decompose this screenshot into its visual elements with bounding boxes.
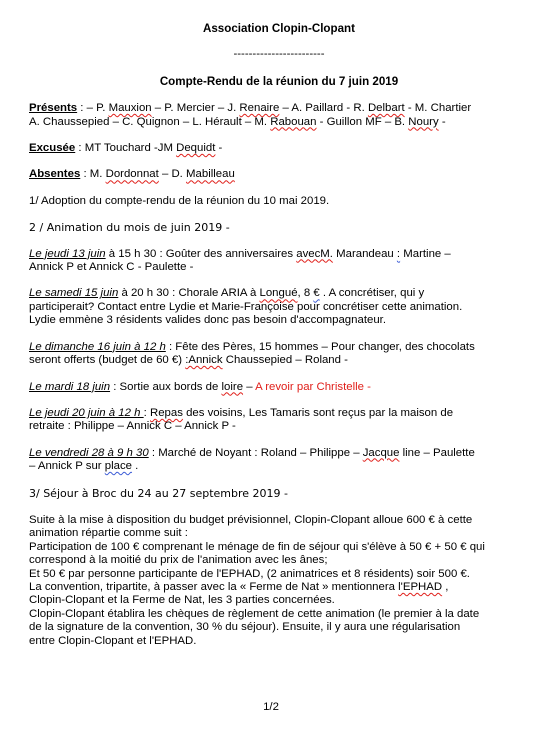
event-text: Annick P et Annick C - Paulette - <box>29 261 194 274</box>
presents-text: - M. Chartier <box>404 102 472 115</box>
event-text: retraite : Philippe – Annick C – Annick P - <box>29 420 236 433</box>
event-item <box>29 447 529 474</box>
sejour-line: Suite à la mise à disposition du budget prévisionnel, Clopin-Clopant alloue 600 € à cette <box>29 513 473 526</box>
sejour-line: Participation de 100 € comprenant le ménage de fin de séjour qui s'élève à 50 € + 50 € qui <box>29 540 485 553</box>
event-text: loire <box>221 380 244 393</box>
event-text: Jacque <box>362 446 400 459</box>
sejour-line: correspond à la moitié du prix de l'animation avec les ânes; <box>29 554 328 567</box>
event-text: :Annick <box>185 354 223 367</box>
name-mauxion: Mauxion <box>108 102 152 115</box>
sejour-text: La convention, tripartite, à passer avec la « Ferme de Nat » mentionnera <box>29 580 399 593</box>
event-item <box>29 381 529 394</box>
event-text: . <box>132 460 139 473</box>
event-text: : Marché de Noyant : Roland – Philippe – <box>148 446 363 459</box>
separator: ------------------------ <box>233 48 325 61</box>
presents-text: - <box>438 115 446 128</box>
presents-text: – P. Mercier – J. <box>151 102 240 115</box>
event-text: . A concrétiser, qui y <box>319 287 425 300</box>
event-date: Le dimanche 16 juin à 12 h <box>29 340 166 353</box>
event-text: : Sortie aux bords de <box>110 380 222 393</box>
excusee-text: : MT Touchard -JM <box>75 142 177 155</box>
absentes-text: : M. <box>80 168 106 181</box>
event-text: Chaussepied – Roland - <box>222 354 348 367</box>
sejour-line: de la signature de la convention, 30 % du séjour). Ensuite, il y aura une régularisation <box>29 621 461 634</box>
report-title: Compte-Rendu de la réunion du 7 juin 2019 <box>159 74 399 88</box>
absentes-label: Absentes <box>29 168 81 181</box>
event-note-red: A revoir par Christelle - <box>255 380 371 393</box>
sejour-text: l'EPHAD <box>398 580 443 593</box>
event-text: des voisins, Les Tamaris sont reçus par la maison de <box>182 406 454 419</box>
section-1-heading: 1/ Adoption du compte-rendu de la réunion du 10 mai 2019. <box>29 194 330 207</box>
document-page <box>29 22 529 648</box>
name-rabouan: Rabouan <box>270 115 317 128</box>
event-text: seront offerts (budget de 60 €) <box>29 354 186 367</box>
event-text: – Annick P sur <box>29 460 105 473</box>
presents-text: A. Chaussepied – C. Quignon – L. Hérault – M. <box>29 115 271 128</box>
event-date: Le samedi 15 juin <box>29 287 119 300</box>
event-text: participerait? Contact entre Lydie et Marie-Françoise pour concrétiser cette animation. <box>29 300 463 313</box>
page-number: 1/2 <box>263 701 279 713</box>
event-text: Martine – <box>400 247 451 260</box>
presents-text: - Guillon MF – B. <box>316 115 409 128</box>
sejour-line: entre Clopin-Clopant et l'EPHAD. <box>29 634 197 647</box>
event-text: line – Paulette <box>399 446 475 459</box>
excusee-line <box>29 142 529 155</box>
event-date: Le jeudi 20 juin à 12 h <box>29 406 144 419</box>
event-text: avecM. <box>296 247 333 260</box>
event-text: : Fête des Pères, 15 hommes – Pour changer, des chocolats <box>165 340 475 353</box>
event-text: € <box>313 287 320 300</box>
name-delbart: Delbart <box>367 102 405 115</box>
presents-label: Présents <box>29 102 78 115</box>
sejour-line: animation répartie comme suit : <box>29 527 188 540</box>
sejour-line: Clopin-Clopant établira les chèques de règlement de cette animation (le premier à la date <box>29 607 480 620</box>
event-text: à 20 h 30 : Chorale ARIA à <box>118 287 260 300</box>
sejour-line: Clopin-Clopant et la Ferme de Nat, les 3 parties concernées. <box>29 594 335 607</box>
event-item <box>29 248 529 275</box>
sejour-paragraph <box>29 514 529 648</box>
presents-text: – A. Paillard - R. <box>279 102 368 115</box>
sejour-line: Et 50 € par personne participante de l'EPHAD, (2 animatrices et 8 résidents) soir 500 €. <box>29 567 470 580</box>
event-date: Le mardi 18 juin <box>29 380 111 393</box>
absentes-line <box>29 168 529 181</box>
event-text: Longué <box>259 287 298 300</box>
section-3-heading: 3/ Séjour à Broc du 24 au 27 septembre 2019 - <box>29 486 288 500</box>
event-text: Marandeau <box>332 247 397 260</box>
association-title: Association Clopin-Clopant <box>202 22 355 35</box>
event-text: , 8 <box>297 287 314 300</box>
event-date: Le vendredi 28 à 9 h 30 <box>29 446 149 459</box>
name-mabilleau: Mabilleau <box>186 168 235 181</box>
event-text: Lydie emmène 3 résidents valides donc pas besoin d'accompagnateur. <box>29 314 386 327</box>
excusee-text: - <box>215 142 223 155</box>
event-text: à 15 h 30 : Goûter des anniversaires <box>105 247 297 260</box>
sejour-line <box>29 581 529 594</box>
section-2-heading: 2 / Animation du mois de juin 2019 - <box>29 221 230 235</box>
event-text: : <box>143 406 150 419</box>
event-text: Repas <box>149 406 183 419</box>
event-text: : <box>396 247 401 260</box>
event-item <box>29 287 529 327</box>
presents-text: : – P. <box>77 102 109 115</box>
name-noury: Noury <box>408 115 439 128</box>
presents-line-1 <box>29 102 529 115</box>
name-renaire: Renaire <box>239 102 280 115</box>
name-dordonnat: Dordonnat <box>105 168 159 181</box>
presents-line-2 <box>29 116 529 129</box>
name-dequidt: Dequidt <box>176 142 216 155</box>
event-text: place <box>104 460 133 473</box>
event-text: – <box>243 380 256 393</box>
event-date: Le jeudi 13 juin <box>29 247 106 260</box>
event-item <box>29 341 529 368</box>
absentes-text: – D. <box>158 168 187 181</box>
excusee-label: Excusée <box>29 142 76 155</box>
presents-block <box>29 102 529 129</box>
sejour-text: , <box>442 580 449 593</box>
event-item <box>29 407 529 434</box>
